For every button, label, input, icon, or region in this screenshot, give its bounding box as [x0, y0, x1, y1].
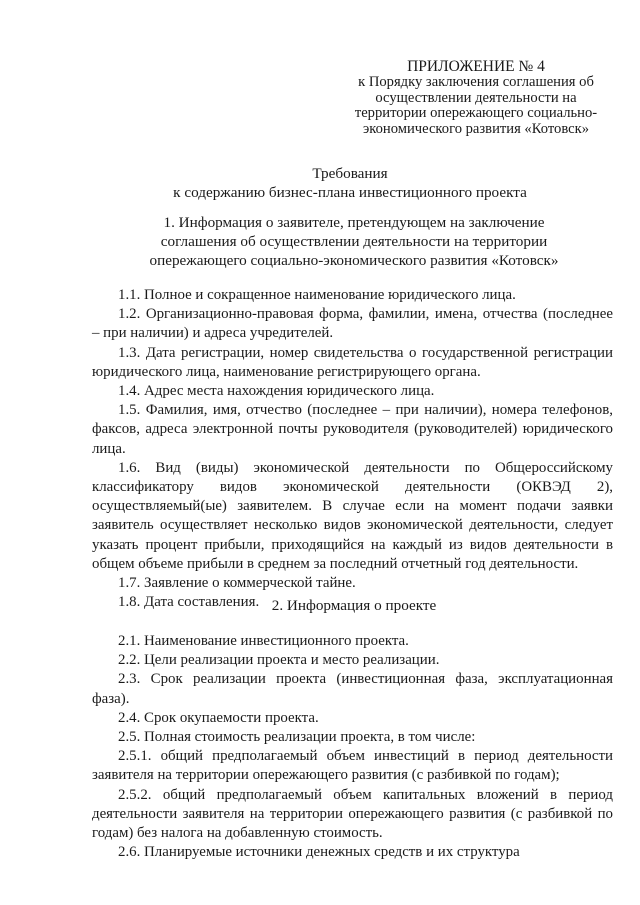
appendix-number: ПРИЛОЖЕНИЕ № 4 [407, 58, 545, 75]
paragraph-1-4: 1.4. Адрес места нахождения юридического лица. [118, 383, 435, 400]
heading-line: опережающего социально-экономического развития «Котовск» [149, 252, 559, 269]
appendix-header [330, 58, 622, 137]
appendix-line: экономического развития «Котовск» [362, 120, 589, 137]
paragraph-2-5-2: 2.5.2. общий предполагаемый объем капитальных вложений в период деятельности заявителя на территории опережающего развития (с разбивкой по годам) без налога на добавленную стоимость. [92, 786, 613, 842]
paragraph-1-6: 1.6. Вид (виды) экономической деятельности по Общероссийскому классификатору видов экономической деятельности (ОКВЭД 2), осуществляемый(ые) заявителем. В случае если на момент подачи заявки заявитель осуществляет несколько видов экономической деятельности, следует указать процент прибыли, приходящийся на каждый из видов деятельности в общем объеме прибыли в среднем за последний отчетный год деятельности. [92, 459, 613, 572]
paragraph-1-3: 1.3. Дата регистрации, номер свидетельства о государственной регистрации юридического лица, наименование регистрирующего органа. [92, 344, 613, 380]
paragraph-1-8: 1.8. Дата составления. [118, 594, 260, 611]
paragraph-1-2: 1.2. Организационно-правовая форма, фамилии, имена, отчества (последнее – при наличии) и адреса учредителей. [92, 306, 613, 342]
paragraph-1-7: 1.7. Заявление о коммерческой тайне. [118, 575, 356, 592]
document-title [90, 164, 610, 202]
appendix-line: к Порядку заключения соглашения об [358, 74, 594, 90]
appendix-line: осуществлении деятельности на [375, 89, 577, 106]
paragraph-2-1: 2.1. Наименование инвестиционного проекта. [118, 633, 409, 649]
heading-line: соглашения об осуществлении деятельности на территории [160, 233, 548, 250]
paragraph-1-5: 1.5. Фамилия, имя, отчество (последнее – при наличии), номера телефонов, факсов, адреса электронной почты руководителя (руководителей) юридического лица. [92, 402, 613, 457]
appendix-line: территории опережающего социально- [354, 105, 598, 121]
title-line: Требования [312, 165, 388, 182]
paragraph-2-2: 2.2. Цели реализации проекта и место реализации. [118, 652, 440, 669]
title-line: к содержанию бизнес-плана инвестиционного проекта [173, 184, 527, 201]
section-2-heading: 2. Информация о проекте [271, 597, 437, 614]
paragraph-2-5: 2.5. Полная стоимость реализации проекта, в том числе: [118, 729, 476, 746]
heading-line: 1. Информация о заявителе, претендующем на заключение [163, 214, 545, 231]
section-1-heading [96, 213, 612, 270]
paragraph-2-3: 2.3. Срок реализации проекта (инвестиционная фаза, эксплуатационная фаза). [92, 671, 613, 707]
paragraph-2-4: 2.4. Срок окупаемости проекта. [118, 709, 319, 726]
paragraph-2-5-1: 2.5.1. общий предполагаемый объем инвестиций в период деятельности заявителя на территории опережающего развития (с разбивкой по годам); [92, 748, 613, 784]
paragraph-2-6: 2.6. Планируемые источники денежных средств и их структура [118, 844, 520, 861]
paragraph-1-1: 1.1. Полное и сокращенное наименование юридического лица. [118, 287, 516, 303]
section-1-body [92, 286, 613, 612]
section-2-body [92, 632, 613, 862]
